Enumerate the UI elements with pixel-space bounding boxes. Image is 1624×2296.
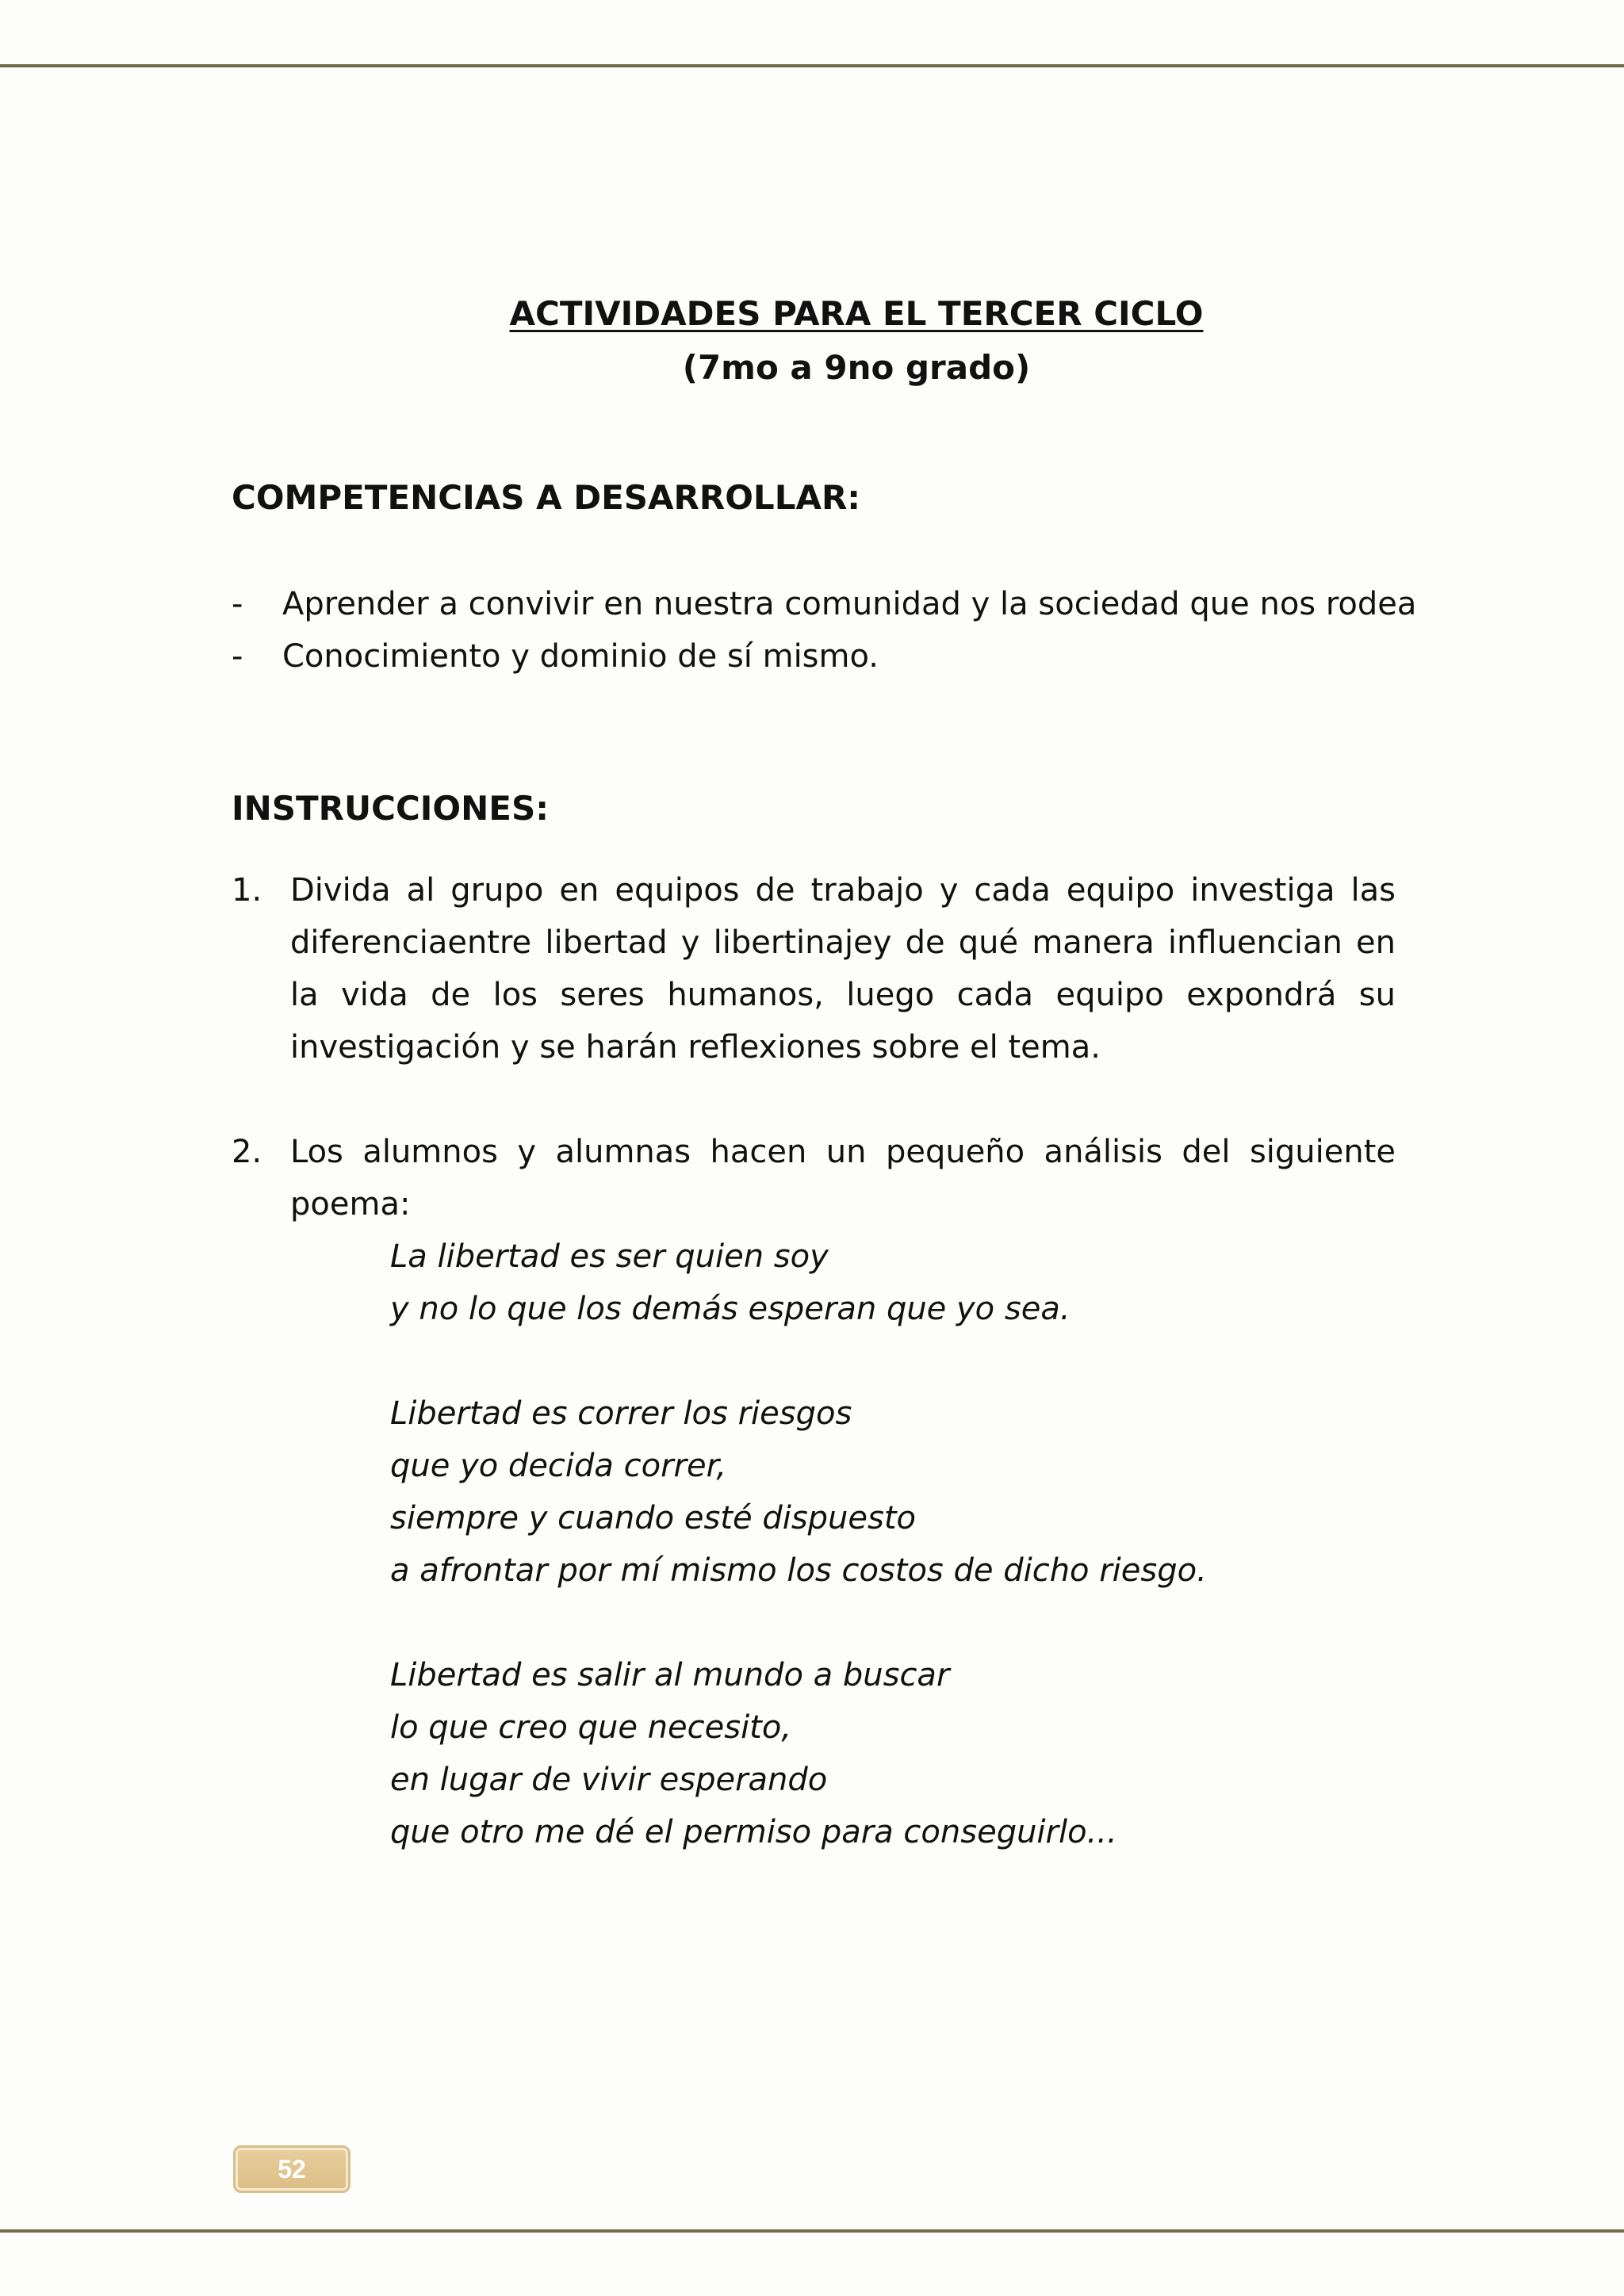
instruccion-text: Los alumnos y alumnas hacen un pequeño análisis del siguiente poema: bbox=[290, 1134, 1396, 1223]
instrucciones-heading: INSTRUCCIONES: bbox=[232, 789, 549, 828]
page-title: ACTIVIDADES PARA EL TERCER CICLO bbox=[509, 294, 1204, 333]
bottom-rule bbox=[0, 2229, 1624, 2233]
competencia-text: Aprender a convivir en nuestra comunidad y la sociedad que nos rodea bbox=[282, 586, 1417, 622]
poem-stanza bbox=[390, 1649, 1117, 1858]
competencia-item bbox=[232, 584, 1416, 625]
instruccion-text: Divida al grupo en equipos de trabajo y cada equipo investiga las diferenciaentre libertad y libertinajey de qué manera influencian en la vida de los seres humanos, luego cada equipo expondrá su investigación y se harán reflexiones sobre el tema. bbox=[290, 872, 1396, 1066]
poem-line: a afrontar por mí mismo los costos de dicho riesgo. bbox=[390, 1552, 1207, 1589]
poem-line: que yo decida correr, bbox=[390, 1448, 727, 1484]
poem-line: lo que creo que necesito, bbox=[390, 1709, 792, 1746]
top-rule bbox=[0, 64, 1624, 67]
instruccion-number: 2. bbox=[232, 1134, 262, 1170]
page-subtitle: (7mo a 9no grado) bbox=[682, 348, 1031, 387]
poem-line: en lugar de vivir esperando bbox=[390, 1762, 828, 1798]
poem-line: Libertad es salir al mundo a buscar bbox=[390, 1657, 950, 1693]
poem-stanza bbox=[390, 1230, 1071, 1335]
competencias-heading: COMPETENCIAS A DESARROLLAR: bbox=[232, 478, 861, 517]
poem-line: que otro me dé el permiso para conseguirlo... bbox=[390, 1814, 1117, 1850]
poem-line: Libertad es correr los riesgos bbox=[390, 1395, 852, 1432]
poem-line: siempre y cuando esté dispuesto bbox=[390, 1500, 917, 1536]
competencia-text: Conocimiento y dominio de sí mismo. bbox=[282, 638, 879, 675]
poem-line: La libertad es ser quien soy bbox=[390, 1238, 829, 1275]
poem-line: y no lo que los demás esperan que yo sea. bbox=[390, 1291, 1071, 1327]
instruccion-number: 1. bbox=[232, 872, 262, 909]
bullet-dash: - bbox=[232, 586, 243, 622]
instruccion-item bbox=[232, 864, 1396, 1073]
poem-stanza bbox=[390, 1387, 1207, 1597]
competencia-item bbox=[232, 636, 879, 677]
page-number-badge: 52 bbox=[233, 2145, 350, 2193]
bullet-dash: - bbox=[232, 638, 243, 675]
instruccion-item bbox=[232, 1126, 1396, 1230]
